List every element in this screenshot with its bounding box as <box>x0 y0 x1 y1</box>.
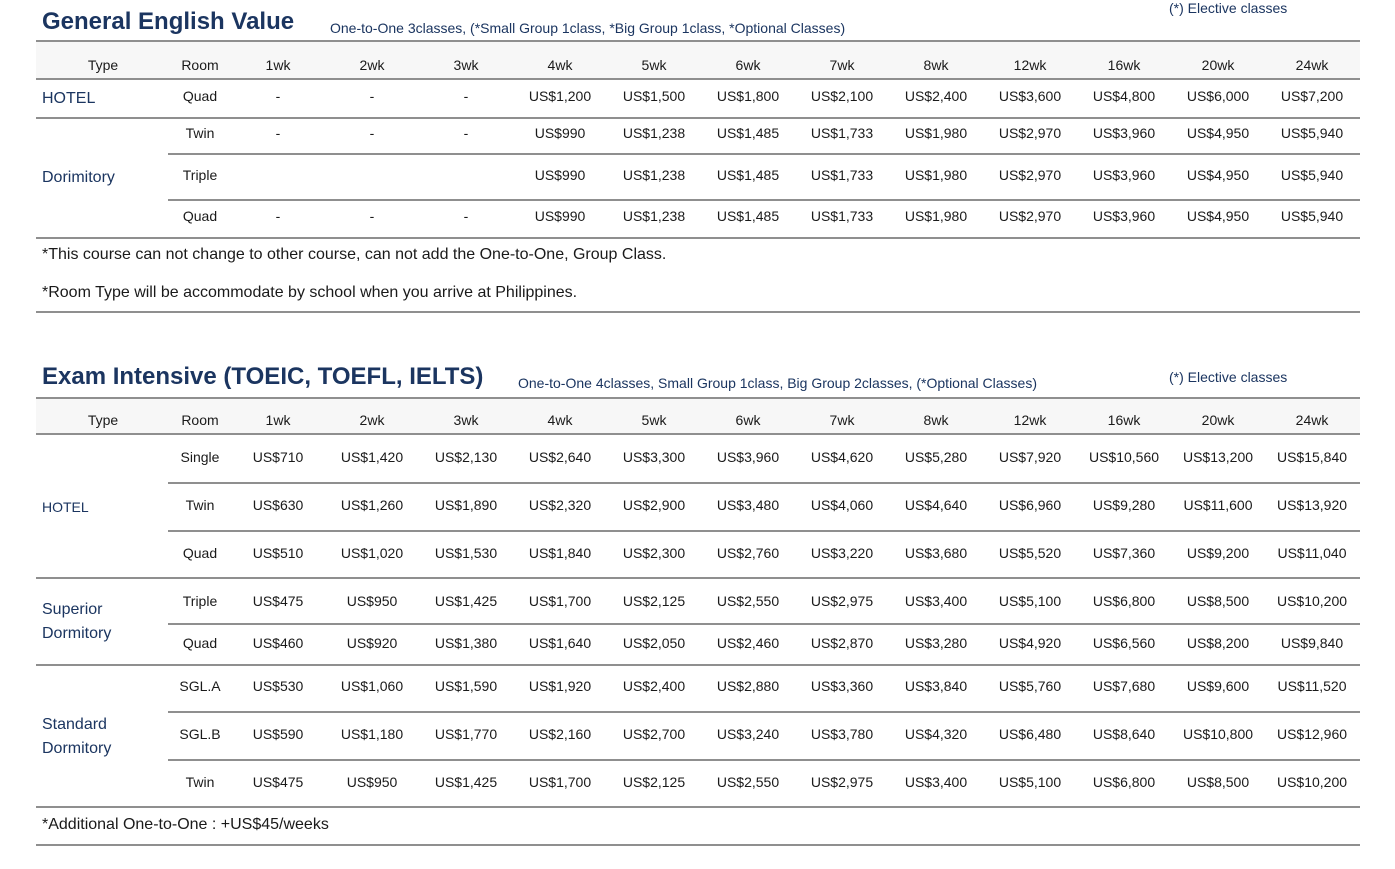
price-cell: US$1,238 <box>622 208 686 224</box>
column-header: Type <box>87 412 119 428</box>
price-cell: US$2,900 <box>622 497 686 513</box>
price-cell: US$10,560 <box>1088 449 1160 465</box>
price-cell: US$3,400 <box>904 593 968 609</box>
column-header: 8wk <box>923 57 949 73</box>
price-cell: US$990 <box>534 208 586 224</box>
price-cell: US$9,280 <box>1092 497 1156 513</box>
column-header: 1wk <box>265 412 291 428</box>
price-cell: US$1,530 <box>434 545 498 561</box>
price-cell: US$5,940 <box>1280 167 1344 183</box>
price-cell: US$6,560 <box>1092 635 1156 651</box>
row-separator <box>168 482 1360 484</box>
price-cell: US$920 <box>346 635 398 651</box>
price-cell: US$2,760 <box>716 545 780 561</box>
price-cell: US$2,130 <box>434 449 498 465</box>
price-cell: US$1,700 <box>528 593 592 609</box>
price-cell: US$3,780 <box>810 726 874 742</box>
price-cell: US$1,590 <box>434 678 498 694</box>
price-cell: US$5,100 <box>998 593 1062 609</box>
price-cell: US$7,200 <box>1280 88 1344 104</box>
section-closing-rule <box>36 311 1360 313</box>
price-cell: US$6,800 <box>1092 774 1156 790</box>
price-cell: US$11,040 <box>1277 545 1347 561</box>
price-cell: US$2,550 <box>716 593 780 609</box>
column-header: 20wk <box>1201 57 1235 73</box>
price-cell: US$8,640 <box>1092 726 1156 742</box>
price-cell: US$5,940 <box>1280 208 1344 224</box>
price-cell: US$11,520 <box>1277 678 1347 694</box>
price-cell: US$475 <box>252 593 304 609</box>
price-cell: US$5,280 <box>904 449 968 465</box>
room-type-label: Superior Dormitory <box>42 601 112 642</box>
room-cell: Single <box>180 449 220 465</box>
price-cell: US$1,485 <box>716 208 780 224</box>
row-separator <box>168 153 1360 155</box>
row-separator <box>168 711 1360 713</box>
price-cell: US$2,975 <box>810 774 874 790</box>
price-cell: US$1,733 <box>810 208 874 224</box>
price-cell: US$1,020 <box>340 545 404 561</box>
column-header: 7wk <box>829 57 855 73</box>
price-cell: US$1,200 <box>528 88 592 104</box>
price-cell: US$3,300 <box>622 449 686 465</box>
price-cell: US$1,640 <box>528 635 592 651</box>
column-header: 24wk <box>1295 412 1329 428</box>
price-cell: US$10,800 <box>1182 726 1254 742</box>
column-header: 4wk <box>547 412 573 428</box>
price-cell: US$2,160 <box>528 726 592 742</box>
column-header: Type <box>87 57 119 73</box>
price-cell: US$6,800 <box>1092 593 1156 609</box>
price-cell: US$3,220 <box>810 545 874 561</box>
room-cell: Quad <box>182 88 218 104</box>
room-type-label: HOTEL <box>42 89 96 107</box>
price-cell: US$5,100 <box>998 774 1062 790</box>
price-cell: US$950 <box>346 593 398 609</box>
price-cell: US$1,733 <box>810 125 874 141</box>
price-cell: US$5,520 <box>998 545 1062 561</box>
price-cell: US$460 <box>252 635 304 651</box>
room-cell: SGL.B <box>179 726 221 742</box>
price-cell: US$4,320 <box>904 726 968 742</box>
price-cell: US$590 <box>252 726 304 742</box>
row-separator <box>168 623 1360 625</box>
price-cell: US$3,280 <box>904 635 968 651</box>
room-cell: Quad <box>182 635 218 651</box>
column-header: 2wk <box>359 412 385 428</box>
price-cell: US$3,360 <box>810 678 874 694</box>
column-header: 16wk <box>1107 412 1141 428</box>
price-cell: US$6,480 <box>998 726 1062 742</box>
column-header: 12wk <box>1013 57 1047 73</box>
price-cell: US$1,420 <box>340 449 404 465</box>
price-cell: US$1,238 <box>622 167 686 183</box>
table-bottom-rule <box>36 806 1360 808</box>
price-cell: US$530 <box>252 678 304 694</box>
price-cell: US$8,500 <box>1186 774 1250 790</box>
price-cell: US$2,640 <box>528 449 592 465</box>
room-cell: Quad <box>182 208 218 224</box>
price-cell: US$2,300 <box>622 545 686 561</box>
price-cell: US$3,960 <box>1092 125 1156 141</box>
column-header: Room <box>181 412 219 428</box>
price-cell: US$10,200 <box>1276 774 1348 790</box>
row-separator <box>168 759 1360 761</box>
price-cell: US$2,125 <box>622 593 686 609</box>
price-cell: US$8,200 <box>1186 635 1250 651</box>
price-cell: - <box>275 208 281 224</box>
price-cell: US$3,840 <box>904 678 968 694</box>
price-cell: US$3,960 <box>1092 208 1156 224</box>
column-header: 20wk <box>1201 412 1235 428</box>
column-header: 3wk <box>453 57 479 73</box>
section-closing-rule <box>36 844 1360 846</box>
price-cell: US$15,840 <box>1276 449 1348 465</box>
column-header: Room <box>181 57 219 73</box>
price-cell: - <box>463 208 469 224</box>
price-cell: US$3,960 <box>1092 167 1156 183</box>
row-separator <box>36 577 1360 579</box>
column-header: 5wk <box>641 57 667 73</box>
column-header: 2wk <box>359 57 385 73</box>
column-header: 8wk <box>923 412 949 428</box>
elective-classes-note: (*) Elective classes <box>1169 369 1288 385</box>
price-cell: US$4,800 <box>1092 88 1156 104</box>
table-header-rule <box>36 78 1360 80</box>
column-header: 12wk <box>1013 412 1047 428</box>
room-type-label: Dorimitory <box>42 168 115 186</box>
room-cell: Quad <box>182 545 218 561</box>
price-cell: US$8,500 <box>1186 593 1250 609</box>
price-cell: US$2,970 <box>998 208 1062 224</box>
room-cell: Twin <box>185 774 215 790</box>
price-cell: US$13,200 <box>1182 449 1254 465</box>
price-cell: US$13,920 <box>1276 497 1348 513</box>
room-cell: SGL.A <box>179 678 221 694</box>
price-cell: US$6,960 <box>998 497 1062 513</box>
row-separator <box>168 199 1360 201</box>
price-cell: US$4,640 <box>904 497 968 513</box>
price-cell: US$10,200 <box>1276 593 1348 609</box>
price-cell: US$4,920 <box>998 635 1062 651</box>
price-cell: US$1,425 <box>434 774 498 790</box>
column-header: 7wk <box>829 412 855 428</box>
room-cell: Twin <box>185 125 215 141</box>
price-cell: US$4,950 <box>1186 167 1250 183</box>
price-cell: US$7,680 <box>1092 678 1156 694</box>
price-cell: US$4,950 <box>1186 125 1250 141</box>
price-cell: US$1,180 <box>340 726 404 742</box>
price-cell: US$4,620 <box>810 449 874 465</box>
price-cell: US$2,400 <box>622 678 686 694</box>
room-cell: Twin <box>185 497 215 513</box>
price-cell: US$1,770 <box>434 726 498 742</box>
price-cell: US$9,200 <box>1186 545 1250 561</box>
row-separator <box>36 117 1360 119</box>
price-cell: US$2,100 <box>810 88 874 104</box>
price-cell: US$11,600 <box>1183 497 1253 513</box>
price-cell: US$510 <box>252 545 304 561</box>
price-cell: US$3,400 <box>904 774 968 790</box>
price-cell: US$7,920 <box>998 449 1062 465</box>
price-cell: US$3,680 <box>904 545 968 561</box>
column-header: 5wk <box>641 412 667 428</box>
price-cell: US$2,320 <box>528 497 592 513</box>
price-cell: US$12,960 <box>1276 726 1348 742</box>
price-cell: US$3,480 <box>716 497 780 513</box>
price-cell: US$2,975 <box>810 593 874 609</box>
room-cell: Triple <box>182 593 218 609</box>
price-cell: US$950 <box>346 774 398 790</box>
price-cell: US$3,240 <box>716 726 780 742</box>
price-cell: - <box>275 88 281 104</box>
price-cell: US$2,125 <box>622 774 686 790</box>
column-header: 24wk <box>1295 57 1329 73</box>
price-cell: US$1,980 <box>904 208 968 224</box>
price-cell: US$9,840 <box>1280 635 1344 651</box>
price-cell: US$2,460 <box>716 635 780 651</box>
price-cell: US$1,800 <box>716 88 780 104</box>
room-cell: Triple <box>182 167 218 183</box>
price-cell: - <box>275 125 281 141</box>
price-cell: US$2,050 <box>622 635 686 651</box>
price-cell: US$9,600 <box>1186 678 1250 694</box>
column-header: 16wk <box>1107 57 1141 73</box>
price-cell: US$5,940 <box>1280 125 1344 141</box>
price-cell: US$475 <box>252 774 304 790</box>
price-cell: US$1,980 <box>904 167 968 183</box>
column-header: 6wk <box>735 57 761 73</box>
section-title: General English Value <box>42 8 295 35</box>
room-type-label: HOTEL <box>42 498 89 515</box>
price-cell: US$2,550 <box>716 774 780 790</box>
column-header: 3wk <box>453 412 479 428</box>
price-cell: US$2,400 <box>904 88 968 104</box>
column-header: 4wk <box>547 57 573 73</box>
price-cell: - <box>463 88 469 104</box>
price-cell: US$1,890 <box>434 497 498 513</box>
price-cell: US$1,238 <box>622 125 686 141</box>
price-cell: US$2,870 <box>810 635 874 651</box>
section-title: Exam Intensive (TOEIC, TOEFL, IELTS) <box>42 363 484 390</box>
price-cell: US$710 <box>252 449 304 465</box>
price-cell: US$6,000 <box>1186 88 1250 104</box>
price-cell: US$990 <box>534 167 586 183</box>
price-cell: US$1,733 <box>810 167 874 183</box>
price-cell: US$1,840 <box>528 545 592 561</box>
price-cell: US$1,425 <box>434 593 498 609</box>
room-type-label: Standard Dormitory <box>42 715 112 757</box>
section-subtitle: One-to-One 3classes, (*Small Group 1class, *Big Group 1class, *Optional Classes) <box>330 20 846 36</box>
price-cell: US$7,360 <box>1092 545 1156 561</box>
price-cell: US$3,960 <box>716 449 780 465</box>
price-cell: US$2,970 <box>998 167 1062 183</box>
footnote: *Additional One-to-One : +US$45/weeks <box>42 816 329 833</box>
price-cell: - <box>369 125 375 141</box>
price-cell: US$2,700 <box>622 726 686 742</box>
price-cell: - <box>463 125 469 141</box>
column-header: 1wk <box>265 57 291 73</box>
price-cell: US$1,980 <box>904 125 968 141</box>
price-cell: - <box>369 88 375 104</box>
elective-classes-note: (*) Elective classes <box>1169 0 1288 16</box>
price-cell: US$3,600 <box>998 88 1062 104</box>
table-header-rule <box>36 433 1360 435</box>
price-cell: US$4,060 <box>810 497 874 513</box>
footnote: *This course can not change to other course, can not add the One-to-One, Group Class. <box>42 246 667 263</box>
section-subtitle: One-to-One 4classes, Small Group 1class, Big Group 2classes, (*Optional Classes) <box>518 375 1037 391</box>
price-cell: US$1,380 <box>434 635 498 651</box>
price-cell: US$1,485 <box>716 167 780 183</box>
price-cell: - <box>369 208 375 224</box>
price-cell: US$1,060 <box>340 678 404 694</box>
row-separator <box>36 664 1360 666</box>
price-cell: US$2,970 <box>998 125 1062 141</box>
price-cell: US$4,950 <box>1186 208 1250 224</box>
price-cell: US$990 <box>534 125 586 141</box>
price-cell: US$1,485 <box>716 125 780 141</box>
price-cell: US$630 <box>252 497 304 513</box>
price-cell: US$1,500 <box>622 88 686 104</box>
price-cell: US$1,920 <box>528 678 592 694</box>
price-cell: US$2,880 <box>716 678 780 694</box>
footnote: *Room Type will be accommodate by school when you arrive at Philippines. <box>42 284 578 301</box>
column-header: 6wk <box>735 412 761 428</box>
price-cell: US$1,700 <box>528 774 592 790</box>
price-cell: US$1,260 <box>340 497 404 513</box>
row-separator <box>168 530 1360 532</box>
table-bottom-rule <box>36 237 1360 239</box>
price-cell: US$5,760 <box>998 678 1062 694</box>
